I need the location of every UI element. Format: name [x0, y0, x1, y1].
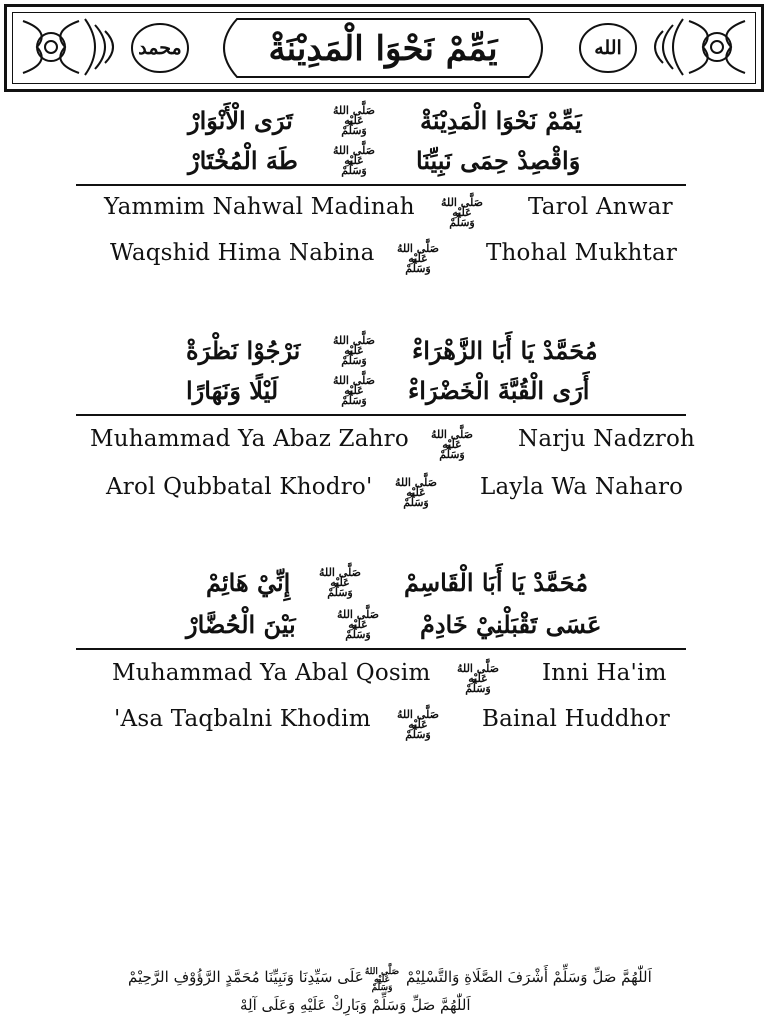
stanza3-arabic-line1-right: مُحَمَّدْ يَا أَبَا الْقَاسِمْ [404, 568, 589, 597]
stanza1-latin-line1-left: Yammim Nahwal Madinah [104, 194, 415, 220]
stanza2-latin-line1-right: Narju Nadzroh [518, 426, 696, 452]
stanza1-divider [76, 184, 686, 186]
left-floral-ornament-icon [15, 11, 125, 83]
stanza1-latin-line2-right: Thohal Mukhtar [486, 240, 678, 266]
salawat-seal-icon: صَلَّى اللهُ عَلَيْهِ وَسَلَّمْ [333, 104, 375, 137]
page-title: يَمِّمْ نَحْوَا الْمَدِيْنَةْ [268, 29, 498, 69]
stanza3-latin-line1-right: Inni Ha'im [542, 660, 667, 686]
stanza3-arabic-line2-left: بَيْنَ الْحُضَّارْ [186, 610, 296, 639]
allah-medallion [577, 21, 639, 75]
stanza2-arabic-line2-left: لَيْلًا وَنَهَارًا [186, 376, 279, 405]
salawat-seal-icon: صَلَّى اللهُ عَلَيْهِ وَسَلَّمْ [319, 566, 361, 599]
stanza2-arabic-line1-right: مُحَمَّدْ يَا أَبَا الزَّهْرَاءْ [412, 336, 598, 365]
muhammad-medallion [129, 21, 191, 75]
footer-prayer-line2: اَللّٰهُمَّ صَلِّ وَسَلِّمْ وَبَارِكْ عَلَيْهِ وَعَلَى آلِهْ [240, 996, 471, 1014]
stanza2-latin-line2-left: Arol Qubbatal Khodro' [106, 474, 373, 500]
stanza3-latin-line2-left: 'Asa Taqbalni Khodim [114, 706, 371, 732]
right-floral-ornament-icon [643, 11, 753, 83]
salawat-seal-icon: صَلَّى اللهُ عَلَيْهِ وَسَلَّمْ [397, 708, 439, 741]
stanza3-divider [76, 648, 686, 650]
title-cartouche [207, 15, 559, 81]
header-banner [4, 4, 764, 92]
stanza3-arabic-line2-right: عَسَى تَقْبَلْنِيْ خَادِمْ [420, 610, 602, 639]
footer-prayer-line1-left: عَلَى سَيِّدِنَا وَنَبِيِّنَا مُحَمَّدٍ الرَّؤُوْفِ الرَّحِيْمْ [128, 968, 364, 986]
salawat-seal-icon: صَلَّى اللهُ عَلَيْهِ وَسَلَّمْ [364, 967, 400, 993]
stanza1-arabic-line1-right: يَمِّمْ نَحْوَا الْمَدِيْنَةْ [420, 106, 582, 135]
salawat-seal-icon: صَلَّى اللهُ عَلَيْهِ وَسَلَّمْ [337, 608, 379, 641]
allah-medallion-text: الله [594, 37, 622, 59]
stanza1-arabic-line2-left: طَهَ الْمُخْتَارْ [188, 146, 298, 175]
stanza1-latin-line2-left: Waqshid Hima Nabina [110, 240, 375, 266]
salawat-seal-icon: صَلَّى اللهُ عَلَيْهِ وَسَلَّمْ [397, 242, 439, 275]
salawat-seal-icon: صَلَّى اللهُ عَلَيْهِ وَسَلَّمْ [333, 374, 375, 407]
stanza1-arabic-line2-right: وَاقْصِدْ حِمَى نَبِيِّنَا [416, 146, 581, 175]
muhammad-medallion-text: محمد [138, 37, 182, 59]
salawat-seal-icon: صَلَّى اللهُ عَلَيْهِ وَسَلَّمْ [333, 144, 375, 177]
stanza1-latin-line1-right: Tarol Anwar [528, 194, 673, 220]
footer-prayer-line1-right: اَللّٰهُمَّ صَلِّ وَسَلِّمْ أَشْرَفَ الصَّلَاةِ وَالتَّسْلِيْمْ [406, 968, 652, 986]
stanza3-latin-line2-right: Bainal Huddhor [482, 706, 670, 732]
stanza3-latin-line1-left: Muhammad Ya Abal Qosim [112, 660, 431, 686]
stanza3-arabic-line1-left: إِنِّيْ هَائِمْ [206, 568, 291, 597]
salawat-seal-icon: صَلَّى اللهُ عَلَيْهِ وَسَلَّمْ [395, 476, 437, 509]
salawat-seal-icon: صَلَّى اللهُ عَلَيْهِ وَسَلَّمْ [333, 334, 375, 367]
stanza1-arabic-line1-left: تَرَى الْأَنْوَارْ [188, 106, 293, 135]
stanza2-latin-line2-right: Layla Wa Naharo [480, 474, 684, 500]
salawat-seal-icon: صَلَّى اللهُ عَلَيْهِ وَسَلَّمْ [457, 662, 499, 695]
stanza2-divider [76, 414, 686, 416]
stanza2-arabic-line1-left: نَرْجُوْا نَظْرَةْ [186, 336, 301, 365]
stanza2-latin-line1-left: Muhammad Ya Abaz Zahro [90, 426, 409, 452]
salawat-seal-icon: صَلَّى اللهُ عَلَيْهِ وَسَلَّمْ [441, 196, 483, 229]
salawat-seal-icon: صَلَّى اللهُ عَلَيْهِ وَسَلَّمْ [431, 428, 473, 461]
stanza2-arabic-line2-right: أَرَى الْقُبَّةَ الْخَضْرَاءْ [408, 376, 590, 405]
